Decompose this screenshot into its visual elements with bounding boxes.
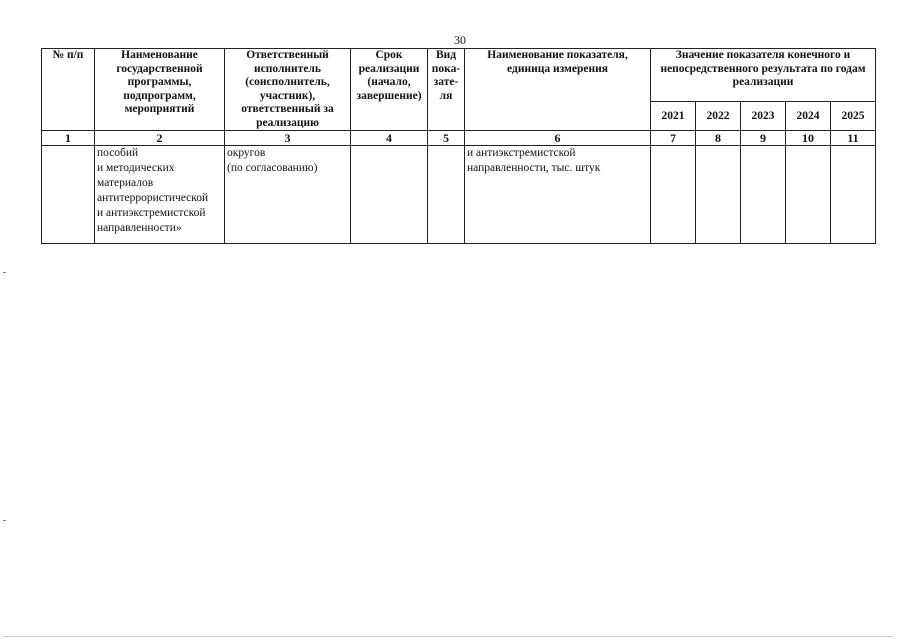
row-term-cell <box>351 146 428 244</box>
row-value-cell <box>741 146 786 244</box>
header-year: 2022 <box>696 101 741 130</box>
row-number-cell <box>42 146 95 244</box>
column-number: 8 <box>696 131 741 146</box>
program-table <box>41 48 876 244</box>
header-term: Срок реализации (начало, завершение) <box>351 49 428 131</box>
header-year: 2024 <box>786 101 831 130</box>
header-values-group: Значение показателя конечного и непосредственного результата по годам реализации <box>651 49 876 102</box>
column-number: 1 <box>42 131 95 146</box>
header-program-name: Наименование государственной программы, подпрограмм, мероприятий <box>95 49 225 131</box>
column-number: 5 <box>428 131 465 146</box>
row-program-name-cell <box>95 146 225 244</box>
header-number: № п/п <box>42 49 95 131</box>
column-number: 7 <box>651 131 696 146</box>
header-row <box>42 49 876 102</box>
row-indicator-type-cell <box>428 146 465 244</box>
responsible-line: (по согласованию) <box>227 162 318 174</box>
row-value-cell <box>786 146 831 244</box>
program-name-line: направленности» <box>97 222 182 234</box>
program-name-line: и методических <box>97 162 175 174</box>
column-number-row <box>42 131 876 146</box>
program-name-line: и антиэкстремистской <box>97 207 206 219</box>
program-name-line: пособий <box>97 147 139 159</box>
column-number: 6 <box>465 131 651 146</box>
column-number: 2 <box>95 131 225 146</box>
page-number: 30 <box>454 33 466 47</box>
column-number: 4 <box>351 131 428 146</box>
header-responsible: Ответственный исполнитель (соисполнитель, участник), ответственный за реализацию <box>225 49 351 131</box>
row-value-cell <box>651 146 696 244</box>
column-number: 3 <box>225 131 351 146</box>
header-indicator-type: Вид пока-зате-ля <box>428 49 465 131</box>
header-year: 2023 <box>741 101 786 130</box>
row-value-cell <box>831 146 876 244</box>
scan-speck <box>3 272 6 273</box>
scan-speck <box>3 520 6 521</box>
program-name-line: материалов <box>97 177 154 189</box>
column-number: 9 <box>741 131 786 146</box>
column-number: 11 <box>831 131 876 146</box>
row-responsible-cell <box>225 146 351 244</box>
header-indicator-name: Наименование показателя, единица измерения <box>465 49 651 131</box>
responsible-line: округов <box>227 147 266 159</box>
row-value-cell <box>696 146 741 244</box>
header-year: 2025 <box>831 101 876 130</box>
header-year: 2021 <box>651 101 696 130</box>
indicator-line: и антиэкстремистской <box>467 147 576 159</box>
scan-edge <box>3 636 893 637</box>
program-name-line: антитеррористической <box>97 192 209 204</box>
column-number: 10 <box>786 131 831 146</box>
table-row <box>42 146 876 244</box>
row-indicator-name-cell <box>465 146 651 244</box>
indicator-line: направленности, тыс. штук <box>467 162 601 174</box>
